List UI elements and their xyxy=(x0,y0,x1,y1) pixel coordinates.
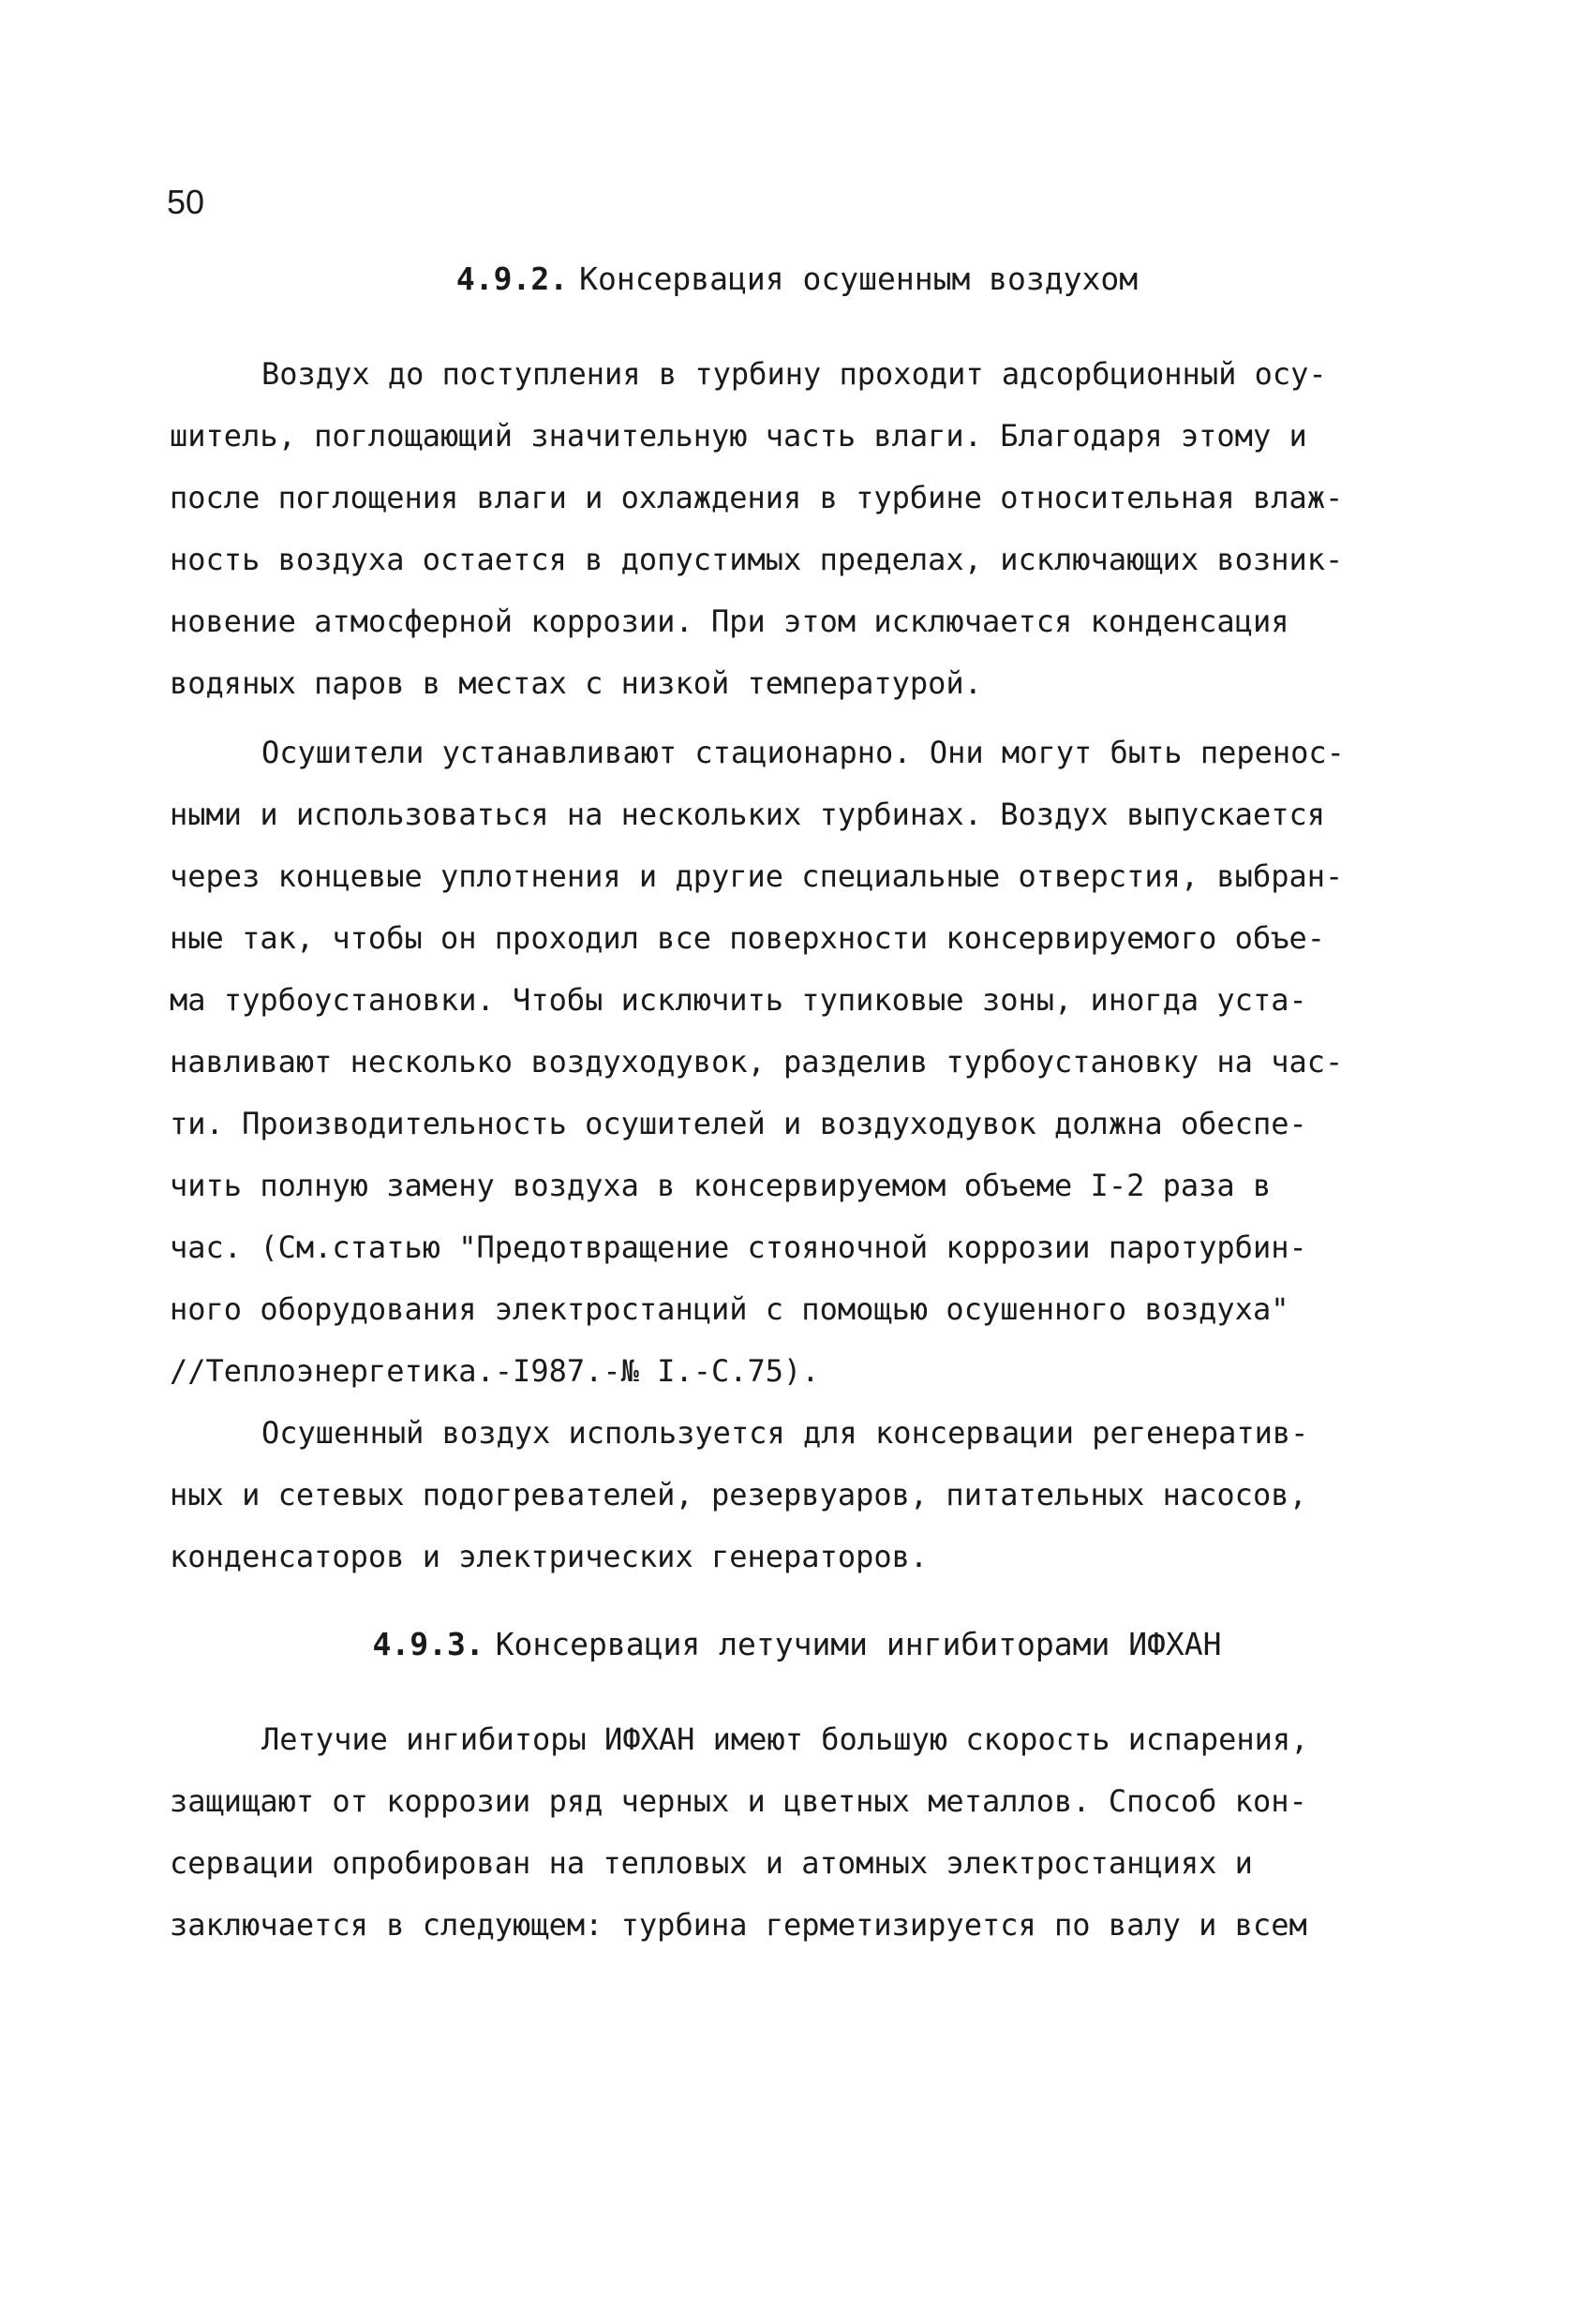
text-line: ность воздуха остается в допустимых пределах, исключающих возник- xyxy=(170,542,1344,577)
text-line: шитель, поглощающий значительную часть влаги. Благодаря этому и xyxy=(170,418,1307,454)
text-line: защищают от коррозии ряд черных и цветных металлов. Способ кон- xyxy=(170,1783,1307,1819)
text-line: через концевые уплотнения и другие специальные отверстия, выбран- xyxy=(170,858,1344,894)
paragraph xyxy=(170,1402,1425,1587)
text-line: после поглощения влаги и охлаждения в турбине относительная влаж- xyxy=(170,480,1344,515)
text-line: сервации опробирован на тепловых и атомных электростанциях и xyxy=(170,1845,1253,1881)
text-line: навливают несколько воздуходувок, разделив турбоустановку на час- xyxy=(170,1044,1344,1080)
section-title: Консервация осушенным воздухом xyxy=(579,261,1139,297)
text-line: заключается в следующем: турбина герметизируется по валу и всем xyxy=(170,1907,1307,1943)
page-number: 50 xyxy=(167,183,205,221)
section-heading-4-9-3 xyxy=(0,1622,1594,1667)
text-line: ти. Производительность осушителей и воздуходувок должна обеспе- xyxy=(170,1106,1307,1141)
section-number: 4.9.2. xyxy=(455,261,569,297)
text-line: Летучие ингибиторы ИФХАН имеют большую скорость испарения, xyxy=(261,1721,1309,1757)
text-line: час. (См.статью "Предотвращение стояночной коррозии паротурбин- xyxy=(170,1229,1307,1265)
paragraph xyxy=(170,1708,1425,1956)
text-line: ного оборудования электростанций с помощью осушенного воздуха" xyxy=(170,1291,1289,1327)
text-line: ных и сетевых подогревателей, резервуаров, питательных насосов, xyxy=(170,1477,1307,1512)
paragraph xyxy=(170,343,1425,714)
text-line: ными и использоваться на нескольких турбинах. Воздух выпускается xyxy=(170,797,1325,832)
section-title: Консервация летучими ингибиторами ИФХАН xyxy=(495,1626,1222,1662)
text-line: ма турбоустановки. Чтобы исключить тупиковые зоны, иногда уста- xyxy=(170,982,1307,1018)
text-line: ные так, чтобы он проходил все поверхности консервируемого объе- xyxy=(170,920,1325,956)
text-line: //Теплоэнергетика.-I987.-№ I.-С.75). xyxy=(170,1353,820,1389)
text-line: чить полную замену воздуха в консервируемом объеме I-2 раза в xyxy=(170,1168,1272,1203)
section-heading-4-9-2 xyxy=(0,257,1594,302)
text-line: конденсаторов и электрических генераторов. xyxy=(170,1539,929,1574)
text-line: Воздух до поступления в турбину проходит адсорбционный осу- xyxy=(261,356,1327,392)
text-line: Осушители устанавливают стационарно. Они могут быть перенос- xyxy=(261,735,1345,770)
text-line: новение атмосферной коррозии. При этом исключается конденсация xyxy=(170,603,1289,639)
text-line: Осушенный воздух используется для консервации регенератив- xyxy=(261,1415,1309,1451)
section-number: 4.9.3. xyxy=(372,1626,484,1662)
paragraph xyxy=(170,722,1425,1402)
text-line: водяных паров в местах с низкой температурой. xyxy=(170,665,982,701)
